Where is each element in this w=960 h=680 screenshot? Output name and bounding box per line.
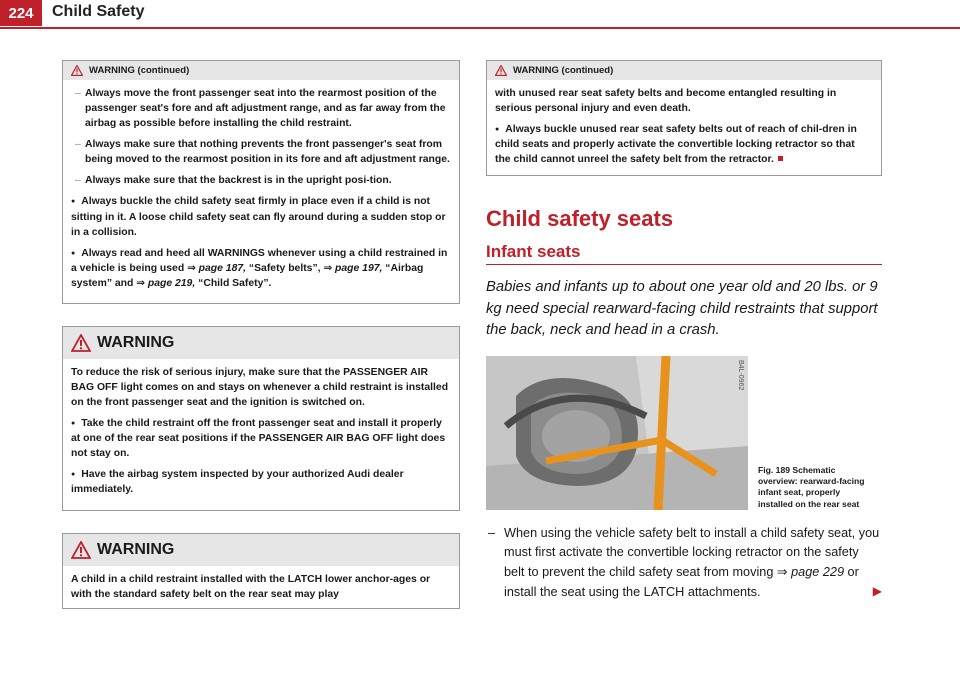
warning-continued-header [63, 61, 459, 80]
warning-body [63, 566, 459, 608]
right-column [486, 60, 882, 603]
header-rule [0, 27, 960, 29]
warning-triangle-icon [71, 334, 91, 352]
bullet-item: ● Take the child restraint off the front passenger seat and install it properly at one of the rear seat positions if the PASSENGER AIR BAG OFF light does not stay on. [71, 416, 451, 461]
warning-triangle-icon [71, 541, 91, 559]
warning-continued-label: WARNING (continued) [89, 65, 190, 76]
subsection-heading: Infant seats [486, 242, 581, 262]
warning-label: WARNING [97, 540, 175, 558]
warning-continued-header [487, 61, 881, 80]
warning-continued-label: WARNING (continued) [513, 65, 614, 76]
instruction-step: – When using the vehicle safety belt to install a child safety seat, you must first activate the convertible locking retractor on the safety belt to prevent the child safety seat from moving ⇒ page 229 or install the seat using the LATCH attachments. ▶ [486, 524, 882, 603]
page-ref-link[interactable]: ⇒ page 187, [187, 262, 247, 274]
left-column [62, 60, 460, 631]
warning-header [63, 534, 459, 566]
warning-body [63, 359, 459, 510]
page-ref-link[interactable]: ⇒ page 229 [776, 565, 844, 580]
subsection-rule [486, 264, 882, 265]
page-ref-link[interactable]: ⇒ page 219, [136, 277, 196, 289]
dash-item: – Always make sure that the backrest is in the upright posi-tion. [71, 173, 451, 188]
warning-triangle-icon [495, 65, 507, 76]
figure-code: B4L-0962 [737, 359, 744, 391]
warning-triangle-icon [71, 65, 83, 76]
dash-item: – Always move the front passenger seat into the rearmost position of the passenger seat's fore and aft adjustment range, and as far away from the airbag as possible before installing the child restraint. [71, 86, 451, 131]
warning-continued-body [63, 80, 459, 303]
warning-paragraph: A child in a child restraint installed with the LATCH lower anchor-ages or with the standard safety belt on the rear seat may play [71, 573, 431, 600]
dash-item: – Always make sure that nothing prevents the front passenger's seat from being moved to the rearmost position in its fore and aft adjustment range. [71, 137, 451, 167]
warning-box-latch [62, 533, 460, 609]
bullet-item: ● Always buckle unused rear seat safety belts out of reach of chil-dren in child seats and properly activate the convertible locking retractor so that the child cannot unreel the safety belt from the retractor. [495, 122, 873, 167]
warning-continued-box [486, 60, 882, 176]
chapter-title: Child Safety [52, 3, 145, 20]
intro-paragraph: Babies and infants up to about one year old and 20 lbs. or 9 kg need special rearward-facing child restraints that support the back, neck and head in a crash. [486, 279, 878, 339]
warning-continued-body [487, 80, 881, 175]
bullet-item: ● Have the airbag system inspected by your authorized Audi dealer immediately. [71, 467, 451, 497]
warning-paragraph: To reduce the risk of serious injury, make sure that the PASSENGER AIR BAG OFF light comes on and stays on whenever a child restraint is installed on the front passenger seat and the ignition is switched on. [71, 366, 449, 409]
infant-seat-illustration [486, 356, 748, 510]
warning-box-airbag-light [62, 326, 460, 511]
warning-label: WARNING [97, 333, 175, 351]
bullet-item: ● Always buckle the child safety seat firmly in place even if a child is not sitting in it. A loose child safety seat can fly around during a sudden stop or in a collision. [71, 194, 451, 239]
warning-paragraph: with unused rear seat safety belts and become entangled resulting in serious personal injury and even death. [495, 88, 837, 115]
figure-caption: Fig. 189 Schematic overview: rearward-facing infant seat, properly installed on the rear seat [758, 465, 865, 509]
bullet-item-read-warnings: ● Always read and heed all WARNINGS whenever using a child restrained in a vehicle is being used ⇒ page 187, “Safety belts”, ⇒ page 197, “Airbag system” and ⇒ page 219, “Child Safety”. [71, 246, 451, 291]
page-number: 224 [0, 0, 42, 26]
section-heading: Child safety seats [486, 206, 674, 232]
page-ref-link[interactable]: ⇒ page 197, [323, 262, 383, 274]
warning-continued-box [62, 60, 460, 304]
continue-arrow-icon: ▶ [872, 583, 882, 598]
section-end-mark [778, 156, 783, 161]
figure-189 [486, 356, 882, 510]
warning-header [63, 327, 459, 359]
